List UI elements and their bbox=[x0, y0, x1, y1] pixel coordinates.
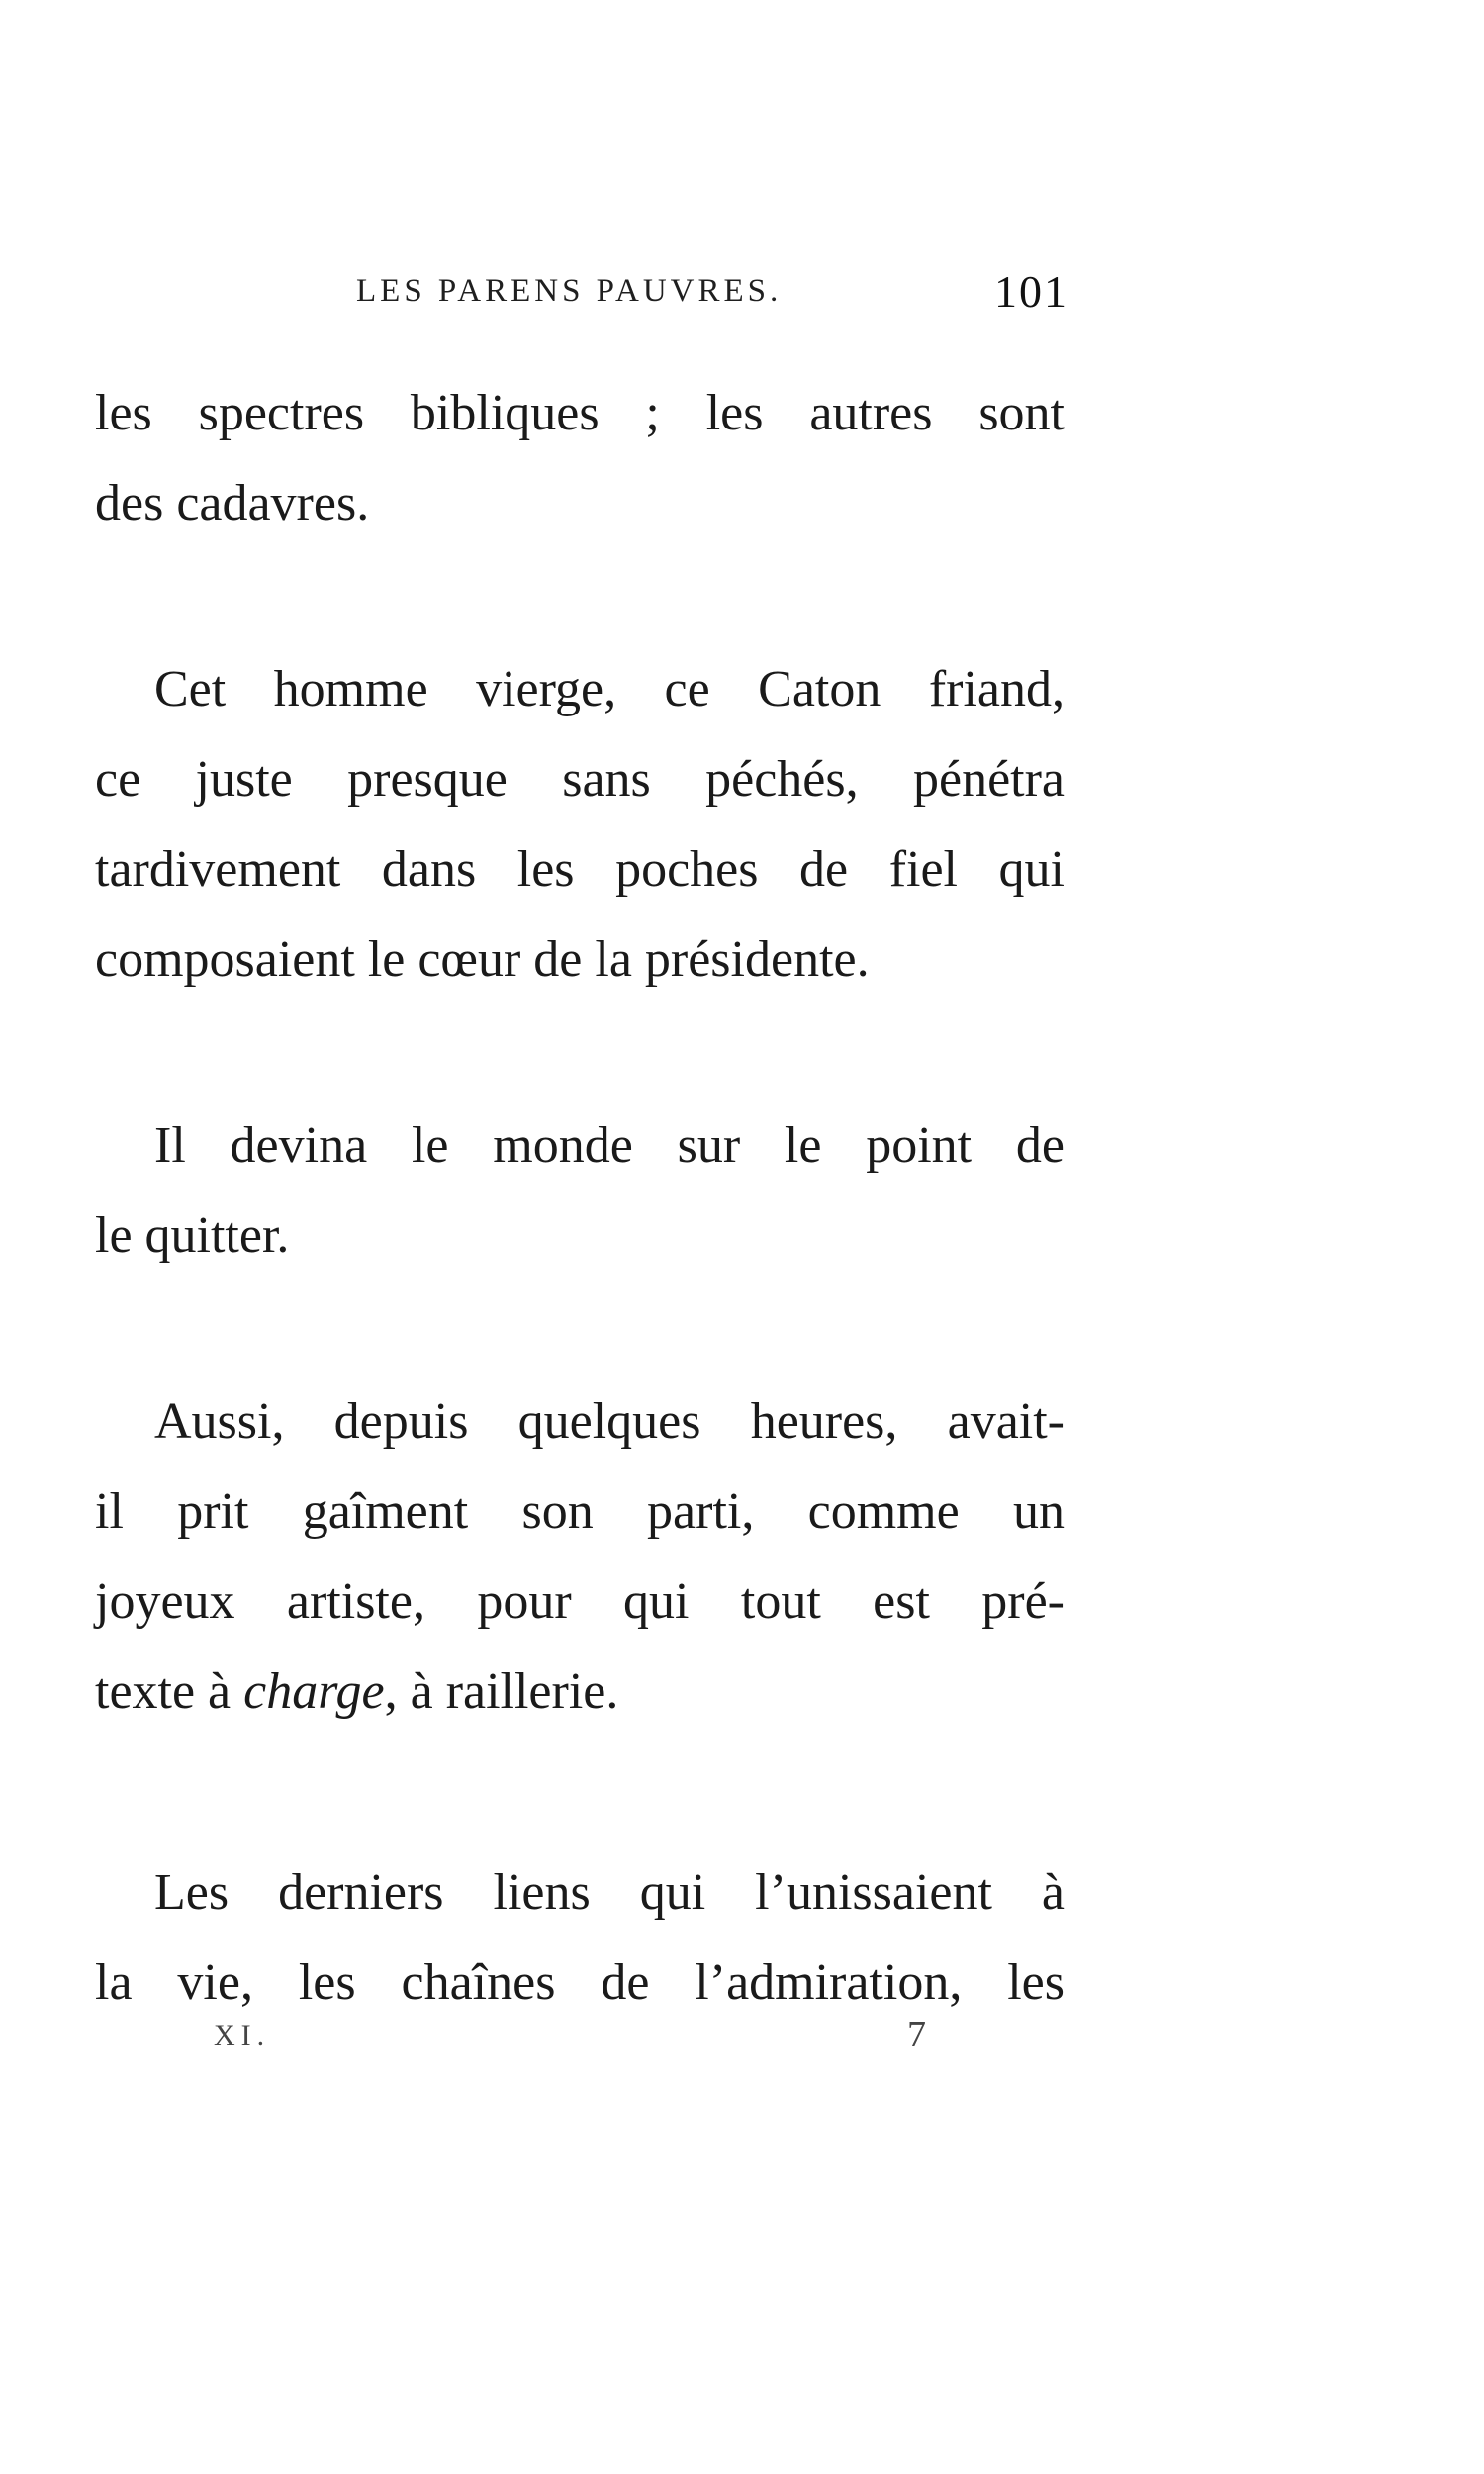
paragraph bbox=[95, 1848, 1065, 2028]
text-line: il prit gaîment son parti, comme un bbox=[95, 1483, 1065, 1540]
paragraph bbox=[95, 644, 1065, 1004]
text-line: Les derniers liens qui l’unissaient à bbox=[154, 1864, 1065, 1921]
signature-mark: XI. bbox=[214, 2019, 271, 2051]
paragraph bbox=[95, 1377, 1065, 1737]
paragraph bbox=[95, 368, 1065, 548]
text-line: composaient le cœur de la présidente. bbox=[95, 931, 870, 988]
text-line: Il devina le monde sur le point de bbox=[154, 1117, 1065, 1174]
text-line: Cet homme vierge, ce Caton friand, bbox=[154, 661, 1065, 717]
paragraph bbox=[95, 1100, 1065, 1281]
page-footer bbox=[214, 2014, 926, 2068]
body-text bbox=[95, 368, 1065, 2028]
text-line: les spectres bibliques ; les autres sont bbox=[95, 385, 1065, 441]
running-title: LES PARENS PAUVRES. bbox=[356, 273, 783, 309]
text-line: la vie, les chaînes de l’admiration, les bbox=[95, 1954, 1065, 2011]
emphasized-word: charge bbox=[243, 1664, 385, 1720]
text-line: le quitter. bbox=[95, 1207, 290, 1264]
text-line: des cadavres. bbox=[95, 475, 370, 531]
page-number: 101 bbox=[994, 266, 1068, 317]
signature-number: 7 bbox=[907, 2014, 926, 2055]
text-line: joyeux artiste, pour qui tout est pré- bbox=[95, 1573, 1065, 1630]
text-line: ce juste presque sans péchés, pénétra bbox=[95, 751, 1065, 808]
text-line: Aussi, depuis quelques heures, avait- bbox=[154, 1393, 1065, 1450]
text-line-with-emphasis: texte à charge, à raillerie. bbox=[95, 1664, 619, 1720]
page-header bbox=[356, 265, 1068, 325]
text-line: tardivement dans les poches de fiel qui bbox=[95, 841, 1065, 898]
